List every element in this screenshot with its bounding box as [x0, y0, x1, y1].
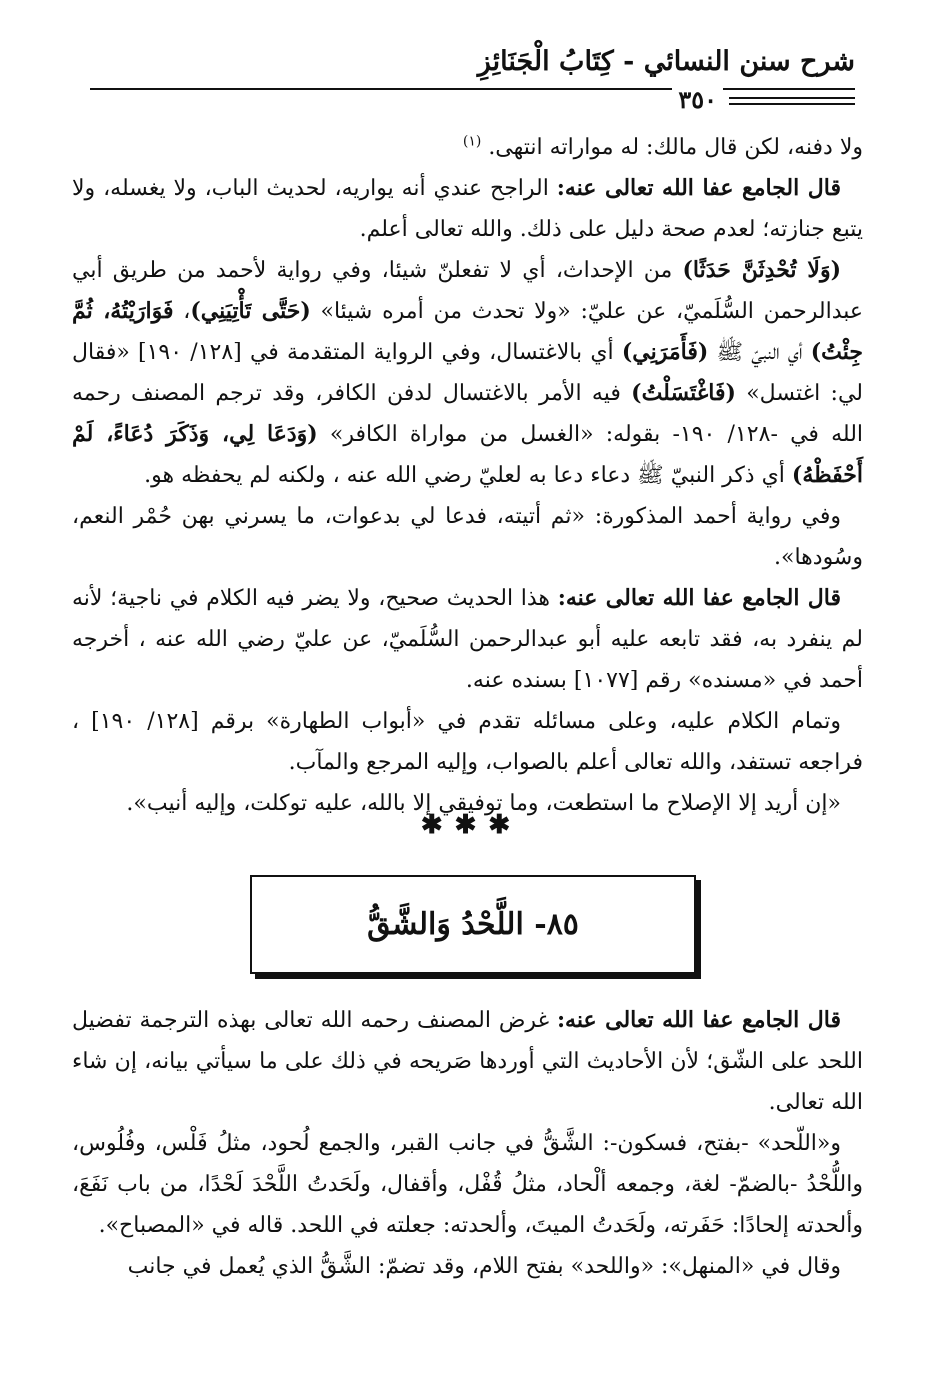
paragraph-jami-3: قال الجامع عفا الله تعالى عنه: غرض المصنف رحمه الله تعالى بهذه الترجمة تفضيل اللحد على الشّق؛ لأن الأحاديث التي أوردها صَريحه في ذلك على ما سيأتي بيانه، إن شاء الله تعالى.: [72, 1007, 863, 1115]
jami-label: قال الجامع عفا الله تعالى عنه:: [557, 585, 841, 611]
paragraph-closing-verse: «إن أريد إلا الإصلاح ما استطعت، وما توفيقي إلا بالله، عليه توكلت، وإليه أنيب».: [126, 791, 841, 816]
paragraph-jami-1: قال الجامع عفا الله تعالى عنه: الراجح عندي أنه يواريه، لحديث الباب، ولا يغسله، ولا يتبع جنازته؛ لعدم صحة دليل على ذلك. والله تعالى أعلم.: [72, 175, 863, 242]
footnote-marker: (١): [462, 133, 482, 150]
page-number-rules: [729, 97, 855, 109]
paragraph-jami-2: قال الجامع عفا الله تعالى عنه: هذا الحديث صحيح، ولا يضر فيه الكلام في ناجية؛ لأنه لم ينفرد به، فقد تابعه عليه أبو عبدالرحمن السُّلَميّ، عن عليّ رضي الله عنه ، أخرجه أحمد في «مسنده» رقم [١٠٧٧] بسنده عنه.: [72, 585, 863, 693]
section-title: ٨٥- اللَّحْدُ وَالشَّقُّ: [367, 907, 579, 942]
commentary-block-1: [72, 127, 863, 824]
paragraph-hadith-explanation: (وَلَا تُحْدِثَنَّ حَدَثًا) من الإحداث، أي لا تفعلنّ شيئا، وفي رواية لأحمد من طريق أبي عبدالرحمن السُّلَميّ، عن عليّ: «ولا تحدث من أمره شيئا» (حَتَّى تَأْتِيَنِي)، فَوَارَيْتُهُ، ثُمَّ جِئْتُ) أي النبيّ ﷺ (فَأَمَرَنِي) أي بالاغتسال، وفي الرواية المتقدمة في [١٢٨/ ١٩٠] «فقال لي: اغتسل» (فَاغْتَسَلْتُ) فيه الأمر بالاغتسال لدفن الكافر، وقد ترجم المصنف رحمه الله في -١٢٨/ ١٩٠- بقوله: «الغسل من مواراة الكافر» (وَدَعَا لِي، وَذَكَرَ دُعَاءً، لَمْ أَحْفَظْهُ) أي ذكر النبيّ ﷺ دعاء دعا به لعليّ رضي الله عنه ، ولكنه لم يحفظه هو.: [72, 257, 864, 488]
paragraph-continuation: ولا دفنه، لكن قال مالك: له مواراته انتهى. $^{(١)}$: [462, 133, 863, 160]
page-number-row: [655, 85, 855, 115]
paragraph-manhal: وقال في «المنهل»: «واللحد» بفتح اللام، وقد تضمّ: الشَّقُّ الذي يُعمل في جانب: [127, 1254, 841, 1279]
section-heading-box: [250, 875, 696, 974]
jami-label: قال الجامع عفا الله تعالى عنه:: [556, 1007, 841, 1033]
jami-label: قال الجامع عفا الله تعالى عنه:: [556, 175, 841, 201]
running-header-title: شرح سنن النسائي - كِتَابُ الْجَنَائِزِ: [477, 46, 855, 77]
paragraph-reference: وتمام الكلام عليه، وعلى مسائله تقدم في «أبواب الطهارة» برقم [١٢٨/ ١٩٠] ، فراجعه تستفد، والله تعالى أعلم بالصواب، وإليه المرجع والمآب.: [72, 709, 863, 775]
section-separator: ✱✱✱: [420, 810, 523, 840]
page-number: ٣٥٠: [672, 85, 723, 114]
commentary-block-2: [72, 1000, 863, 1287]
paragraph-lahd-definition: و«اللّحد» -بفتح، فسكون-: الشَّقُّ في جانب القبر، والجمع لُحود، مثلُ فَلْس، وفُلُوس، واللُّحْدُ -بالضمّ- لغة، وجمعه ألْحاد، مثلُ قُفْل، وأقفال، ولَحَدتُ اللَّحْدَ لَحْدًا، من باب نَفَعَ، وألحدته إلحادًا: حَفَرته، ولَحَدتُ الميتَ، وألحدته: جعلته في اللحد. قاله في «المصباح».: [72, 1131, 863, 1238]
paragraph-ahmad-narration: وفي رواية أحمد المذكورة: «ثم أتيته، فدعا لي بدعوات، ما يسرني بهن حُمْر النعم، وسُودها».: [72, 504, 863, 570]
